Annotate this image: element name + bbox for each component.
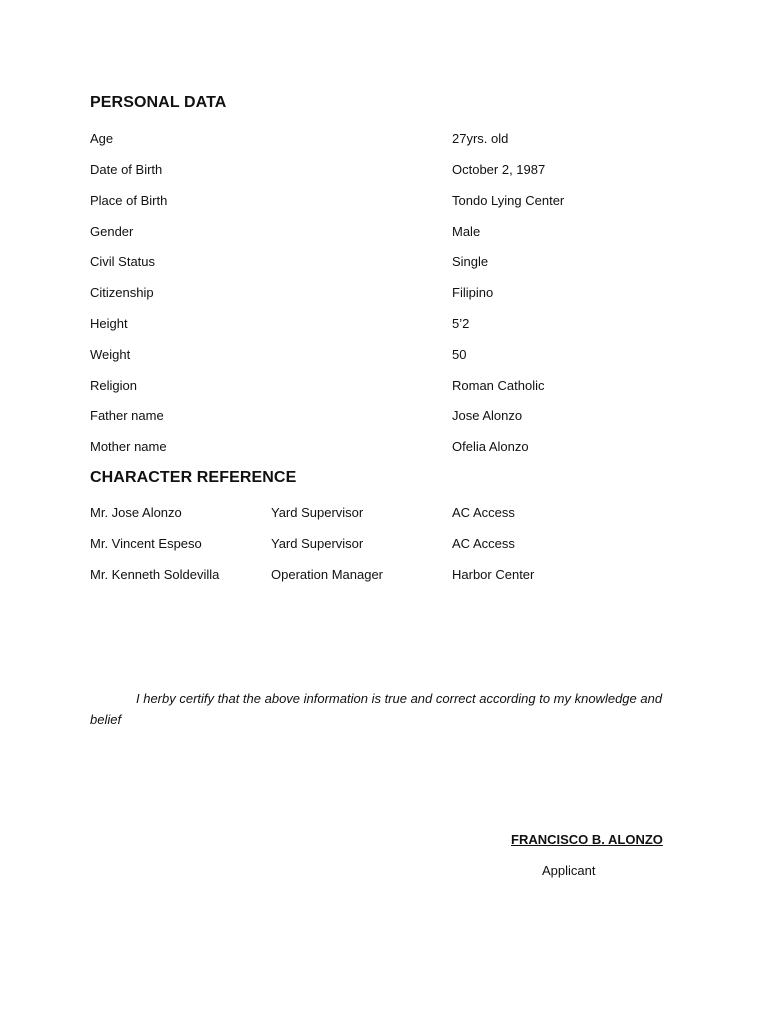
personal-data-value: Male	[452, 224, 481, 239]
personal-data-value: Roman Catholic	[452, 378, 545, 393]
personal-data-value: Ofelia Alonzo	[452, 439, 529, 454]
personal-data-row-place-of-birth	[0, 193, 768, 213]
character-reference-row	[0, 505, 768, 525]
personal-data-row-religion	[0, 378, 768, 398]
personal-data-row-citizenship	[0, 285, 768, 305]
reference-name: Mr. Jose Alonzo	[90, 505, 182, 520]
personal-data-heading: PERSONAL DATA	[90, 94, 227, 111]
personal-data-label: Citizenship	[90, 285, 154, 300]
personal-data-label: Mother name	[90, 439, 167, 454]
applicant-label: Applicant	[542, 863, 596, 878]
personal-data-row-father-name	[0, 408, 768, 428]
personal-data-value: Filipino	[452, 285, 494, 300]
reference-position: Yard Supervisor	[271, 505, 364, 520]
reference-name: Mr. Vincent Espeso	[90, 536, 202, 551]
reference-name: Mr. Kenneth Soldevilla	[90, 567, 220, 582]
personal-data-value: 27yrs. old	[452, 131, 509, 146]
reference-company: AC Access	[452, 536, 515, 551]
reference-company: AC Access	[452, 505, 515, 520]
certification-text: I herby certify that the above information is true and correct according to my knowledge and belief	[90, 691, 663, 727]
personal-data-value: 50	[452, 347, 467, 362]
personal-data-label: Gender	[90, 224, 134, 239]
personal-data-value: October 2, 1987	[452, 162, 546, 177]
applicant-name: FRANCISCO B. ALONZO	[511, 832, 663, 847]
personal-data-row-civil-status	[0, 254, 768, 274]
personal-data-label: Date of Birth	[90, 162, 163, 177]
character-reference-row	[0, 567, 768, 587]
personal-data-row-gender	[0, 224, 768, 244]
personal-data-label: Place of Birth	[90, 193, 168, 208]
personal-data-label: Height	[90, 316, 128, 331]
personal-data-row-age	[0, 131, 768, 151]
personal-data-value: Tondo Lying Center	[452, 193, 565, 208]
personal-data-value: 5’2	[452, 316, 470, 331]
character-reference-heading: CHARACTER REFERENCE	[90, 469, 297, 486]
personal-data-value: Single	[452, 254, 489, 269]
certification-statement	[90, 688, 690, 730]
reference-position: Operation Manager	[271, 567, 384, 582]
personal-data-row-mother-name	[0, 439, 768, 459]
personal-data-label: Civil Status	[90, 254, 156, 269]
personal-data-label: Weight	[90, 347, 131, 362]
personal-data-label: Religion	[90, 378, 137, 393]
personal-data-row-height	[0, 316, 768, 336]
personal-data-row-date-of-birth	[0, 162, 768, 182]
reference-position: Yard Supervisor	[271, 536, 364, 551]
personal-data-label: Age	[90, 131, 114, 146]
reference-company: Harbor Center	[452, 567, 535, 582]
personal-data-row-weight	[0, 347, 768, 367]
personal-data-label: Father name	[90, 408, 164, 423]
character-reference-row	[0, 536, 768, 556]
personal-data-value: Jose Alonzo	[452, 408, 523, 423]
